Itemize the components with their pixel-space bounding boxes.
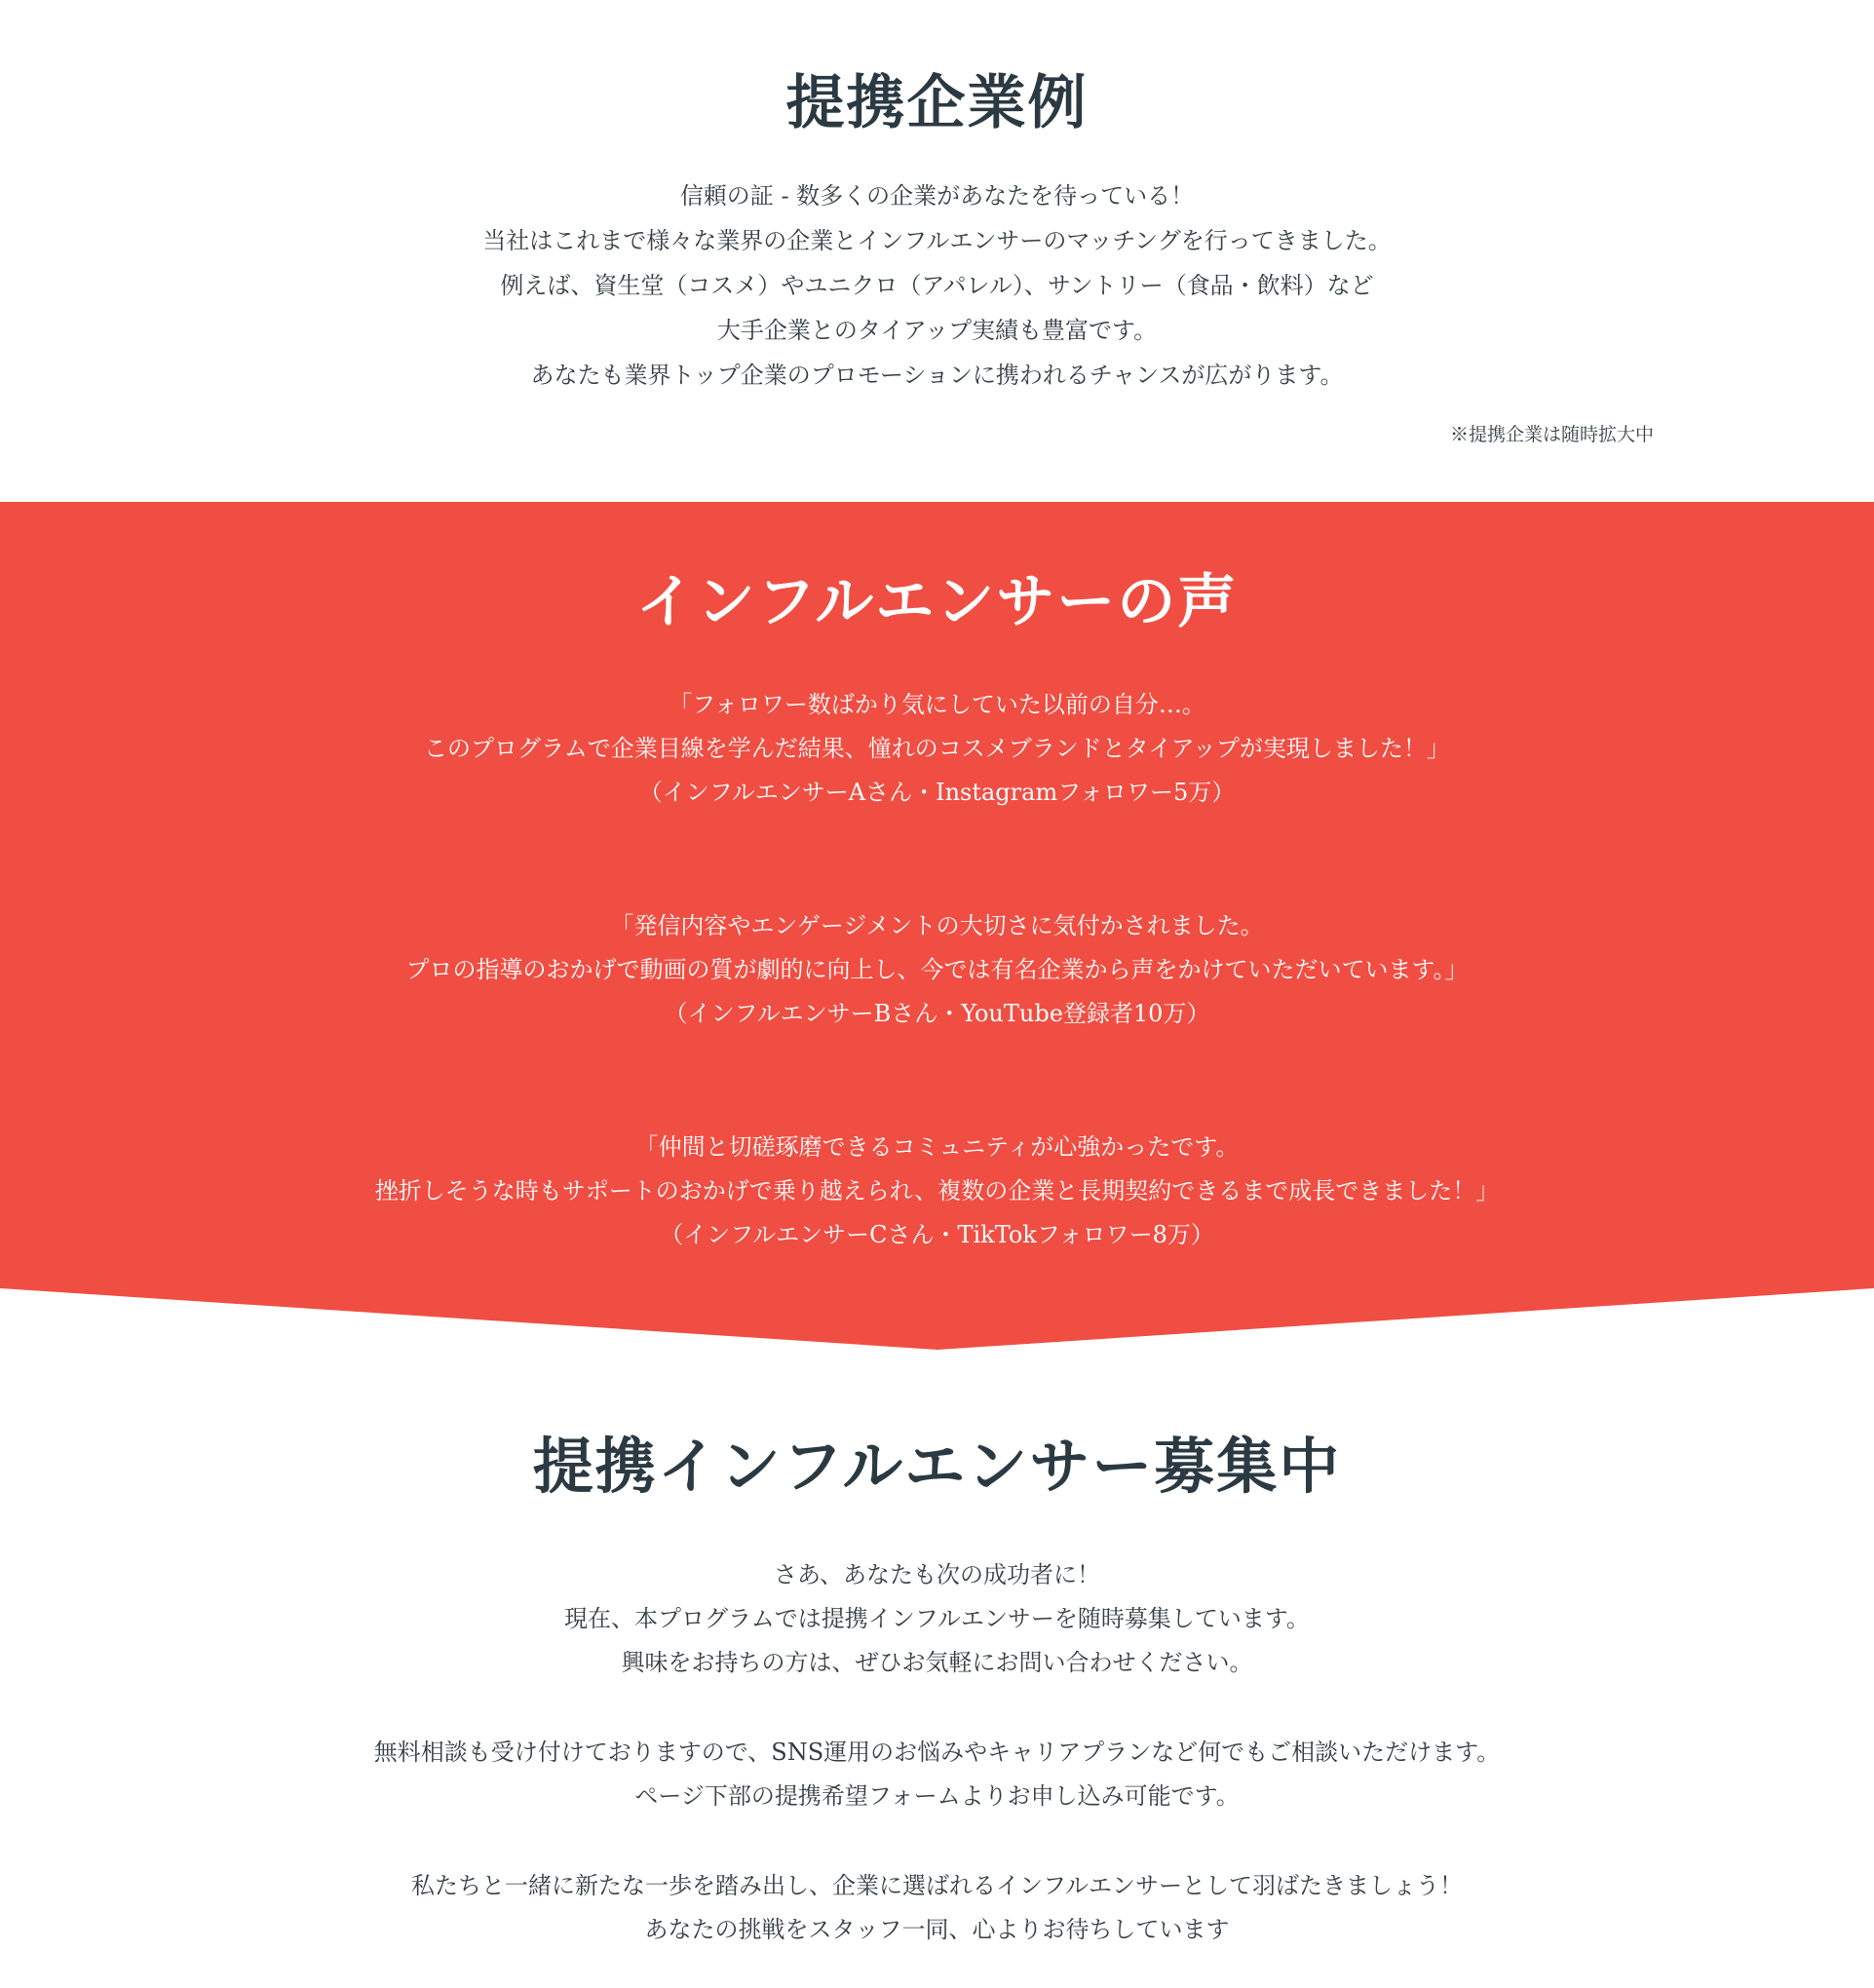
partners-description bbox=[0, 173, 1874, 398]
recruit-line: あなたの挑戦をスタッフ一同、心よりお待ちしています bbox=[644, 1916, 1230, 1943]
testimonial bbox=[0, 1126, 1874, 1257]
testimonial-attribution: （インフルエンサーCさん・TikTokフォロワー8万） bbox=[660, 1221, 1214, 1248]
testimonial-quote-line: 挫折しそうな時もサポートのおかげで乗り越えられ、複数の企業と長期契約できるまで成長できました！」 bbox=[374, 1177, 1500, 1204]
testimonial-quote-line: このプログラムで企業目線を学んだ結果、憧れのコスメブランドとタイアップが実現しました！」 bbox=[424, 735, 1450, 762]
testimonial-attribution: （インフルエンサーBさん・YouTube登録者10万） bbox=[664, 1000, 1210, 1027]
testimonial-attribution: （インフルエンサーAさん・Instagramフォロワー5万） bbox=[638, 779, 1236, 806]
recruit-section bbox=[0, 1350, 1874, 1988]
partners-line: 大手企業とのタイアップ実績も豊富です。 bbox=[716, 317, 1158, 344]
recruit-line: ページ下部の提携希望フォームよりお申し込み可能です。 bbox=[634, 1782, 1240, 1810]
testimonial-quote-line: 「発信内容やエンゲージメントの大切さに気付かされました。 bbox=[610, 912, 1264, 939]
partners-title: 提携企業例 bbox=[785, 69, 1089, 137]
testimonial-quote-line: プロの指導のおかげで動画の質が劇的に向上し、今では有名企業から声をかけていただいています。」 bbox=[405, 956, 1469, 983]
recruit-paragraph bbox=[0, 1731, 1874, 1818]
voices-section bbox=[0, 502, 1874, 1350]
partners-line: 信頼の証 - 数多くの企業があなたを待っている！ bbox=[679, 182, 1195, 210]
recruit-line: 現在、本プログラムでは提携インフルエンサーを随時募集しています。 bbox=[564, 1605, 1310, 1632]
recruit-paragraph bbox=[0, 1864, 1874, 1952]
recruit-paragraph bbox=[0, 1553, 1874, 1685]
recruit-line: さあ、あなたも次の成功者に！ bbox=[773, 1561, 1101, 1588]
partners-line: 例えば、資生堂（コスメ）やユニクロ（アパレル）、サントリー（食品・飲料）など bbox=[500, 272, 1374, 299]
recruit-line: 興味をお持ちの方は、ぜひお気軽にお問い合わせください。 bbox=[621, 1649, 1253, 1676]
voices-title: インフルエンサーの声 bbox=[635, 568, 1239, 636]
recruit-line: 私たちと一緒に新たな一歩を踏み出し、企業に選ばれるインフルエンサーとして羽ばたきましょう！ bbox=[410, 1872, 1464, 1899]
partners-line: 当社はこれまで様々な業界の企業とインフルエンサーのマッチングを行ってきました。 bbox=[482, 227, 1392, 254]
recruit-line: 無料相談も受け付けておりますので、SNS運用のお悩みやキャリアプランなど何でもご相談いただけます。 bbox=[373, 1739, 1501, 1766]
testimonial-quote-line: 「フォロワー数ばかり気にしていた以前の自分…。 bbox=[669, 691, 1205, 718]
partners-line: あなたも業界トップ企業のプロモーションに携われるチャンスが広がります。 bbox=[530, 362, 1344, 389]
recruit-title: 提携インフルエンサー募集中 bbox=[532, 1431, 1342, 1502]
partners-section bbox=[0, 0, 1874, 502]
testimonial-quote-line: 「仲間と切磋琢磨できるコミュニティが心強かったです。 bbox=[634, 1133, 1240, 1161]
partners-note: ※提携企業は随時拡大中 bbox=[1449, 424, 1654, 445]
testimonial bbox=[0, 904, 1874, 1036]
testimonial bbox=[0, 683, 1874, 815]
